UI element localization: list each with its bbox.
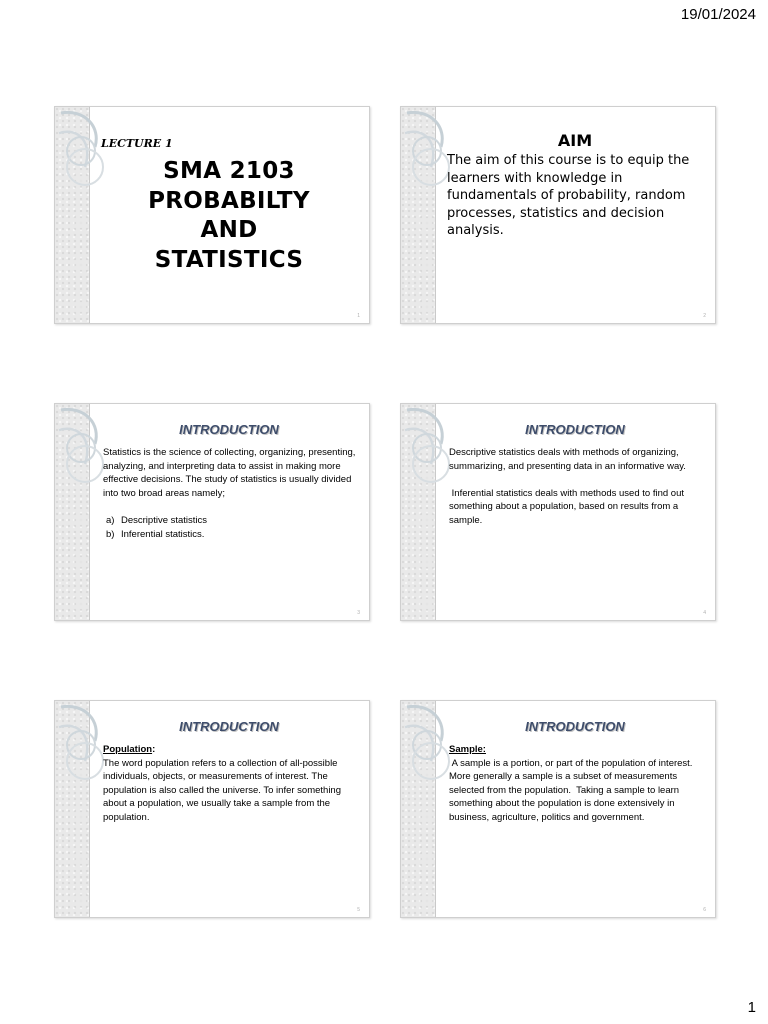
course-title-line: SMA 2103 xyxy=(163,158,295,184)
page-date: 19/01/2024 xyxy=(680,6,756,23)
slide-body xyxy=(103,743,357,825)
slide-2 xyxy=(400,106,716,324)
population-definition: The word population refers to a collection of all-possible individuals, objects, or measurements of interest. The population is also called the universe. To infer something about a population, we usually take a sample from the population. xyxy=(103,757,341,823)
lecture-label: LECTURE 1 xyxy=(101,137,173,150)
course-title-line: AND xyxy=(200,217,258,243)
term-line xyxy=(449,743,703,757)
slide-content xyxy=(89,404,369,620)
slide-body xyxy=(449,743,703,825)
slide-6 xyxy=(400,700,716,918)
sample-definition: A sample is a portion, or part of the population of interest. More generally a sample is a subset of measurements selected from the population. Taking a sample to learn something about the population is done extensively in business, agriculture, politics and government. xyxy=(449,757,698,823)
slide-content xyxy=(435,701,715,917)
slide-number: 6 xyxy=(703,907,706,913)
list-marker: a) xyxy=(106,514,115,526)
section-heading: INTRODUCTION xyxy=(525,719,625,734)
inferential-paragraph: Inferential statistics deals with methods used to find out something about a population, based on results from a sample. xyxy=(449,487,687,526)
sample-term: Sample: xyxy=(449,744,486,755)
section-heading: INTRODUCTION xyxy=(179,422,279,437)
slide-content xyxy=(435,404,715,620)
list-item-text: Descriptive statistics xyxy=(121,514,208,526)
course-title-line: PROBABILTY xyxy=(148,187,310,214)
slide-3 xyxy=(54,403,370,621)
slide-number: 1 xyxy=(357,313,360,319)
slide-content xyxy=(89,701,369,917)
section-heading: INTRODUCTION xyxy=(179,719,279,734)
course-title-line: STATISTICS xyxy=(154,246,304,273)
aim-body: The aim of this course is to equip the learners with knowledge in fundamentals of probability, random processes, statistics and decision analysis. xyxy=(447,153,690,238)
descriptive-paragraph: Descriptive statistics deals with methods of organizing, summarizing, and presenting data in an informative way. xyxy=(449,447,686,472)
course-title xyxy=(89,157,369,275)
slide-5 xyxy=(54,700,370,918)
list-item-text: Inferential statistics. xyxy=(121,528,205,540)
slide-number: 2 xyxy=(703,313,706,319)
list-item xyxy=(103,514,357,528)
slide-body xyxy=(103,446,357,541)
body-paragraph: Statistics is the science of collecting, organizing, presenting, analyzing, and interpreting data to assist in making more effective decisions. The study of statistics is usually divided into two broad areas namely; xyxy=(103,447,356,499)
slide-body xyxy=(449,446,703,528)
list-item xyxy=(103,528,357,542)
slide-content xyxy=(89,107,369,323)
list-marker: b) xyxy=(106,528,115,540)
statistics-types-list xyxy=(103,514,357,541)
slide-1 xyxy=(54,106,370,324)
population-term: Population xyxy=(103,744,153,755)
term-suffix: : xyxy=(152,744,156,755)
page-number: 1 xyxy=(747,999,756,1016)
aim-heading: AIM xyxy=(557,131,593,150)
slide-4 xyxy=(400,403,716,621)
term-line xyxy=(103,743,357,757)
slide-number: 3 xyxy=(357,610,360,616)
slide-content xyxy=(435,107,715,323)
section-heading: INTRODUCTION xyxy=(525,422,625,437)
slide-number: 4 xyxy=(703,610,706,616)
slide-number: 5 xyxy=(357,907,360,913)
